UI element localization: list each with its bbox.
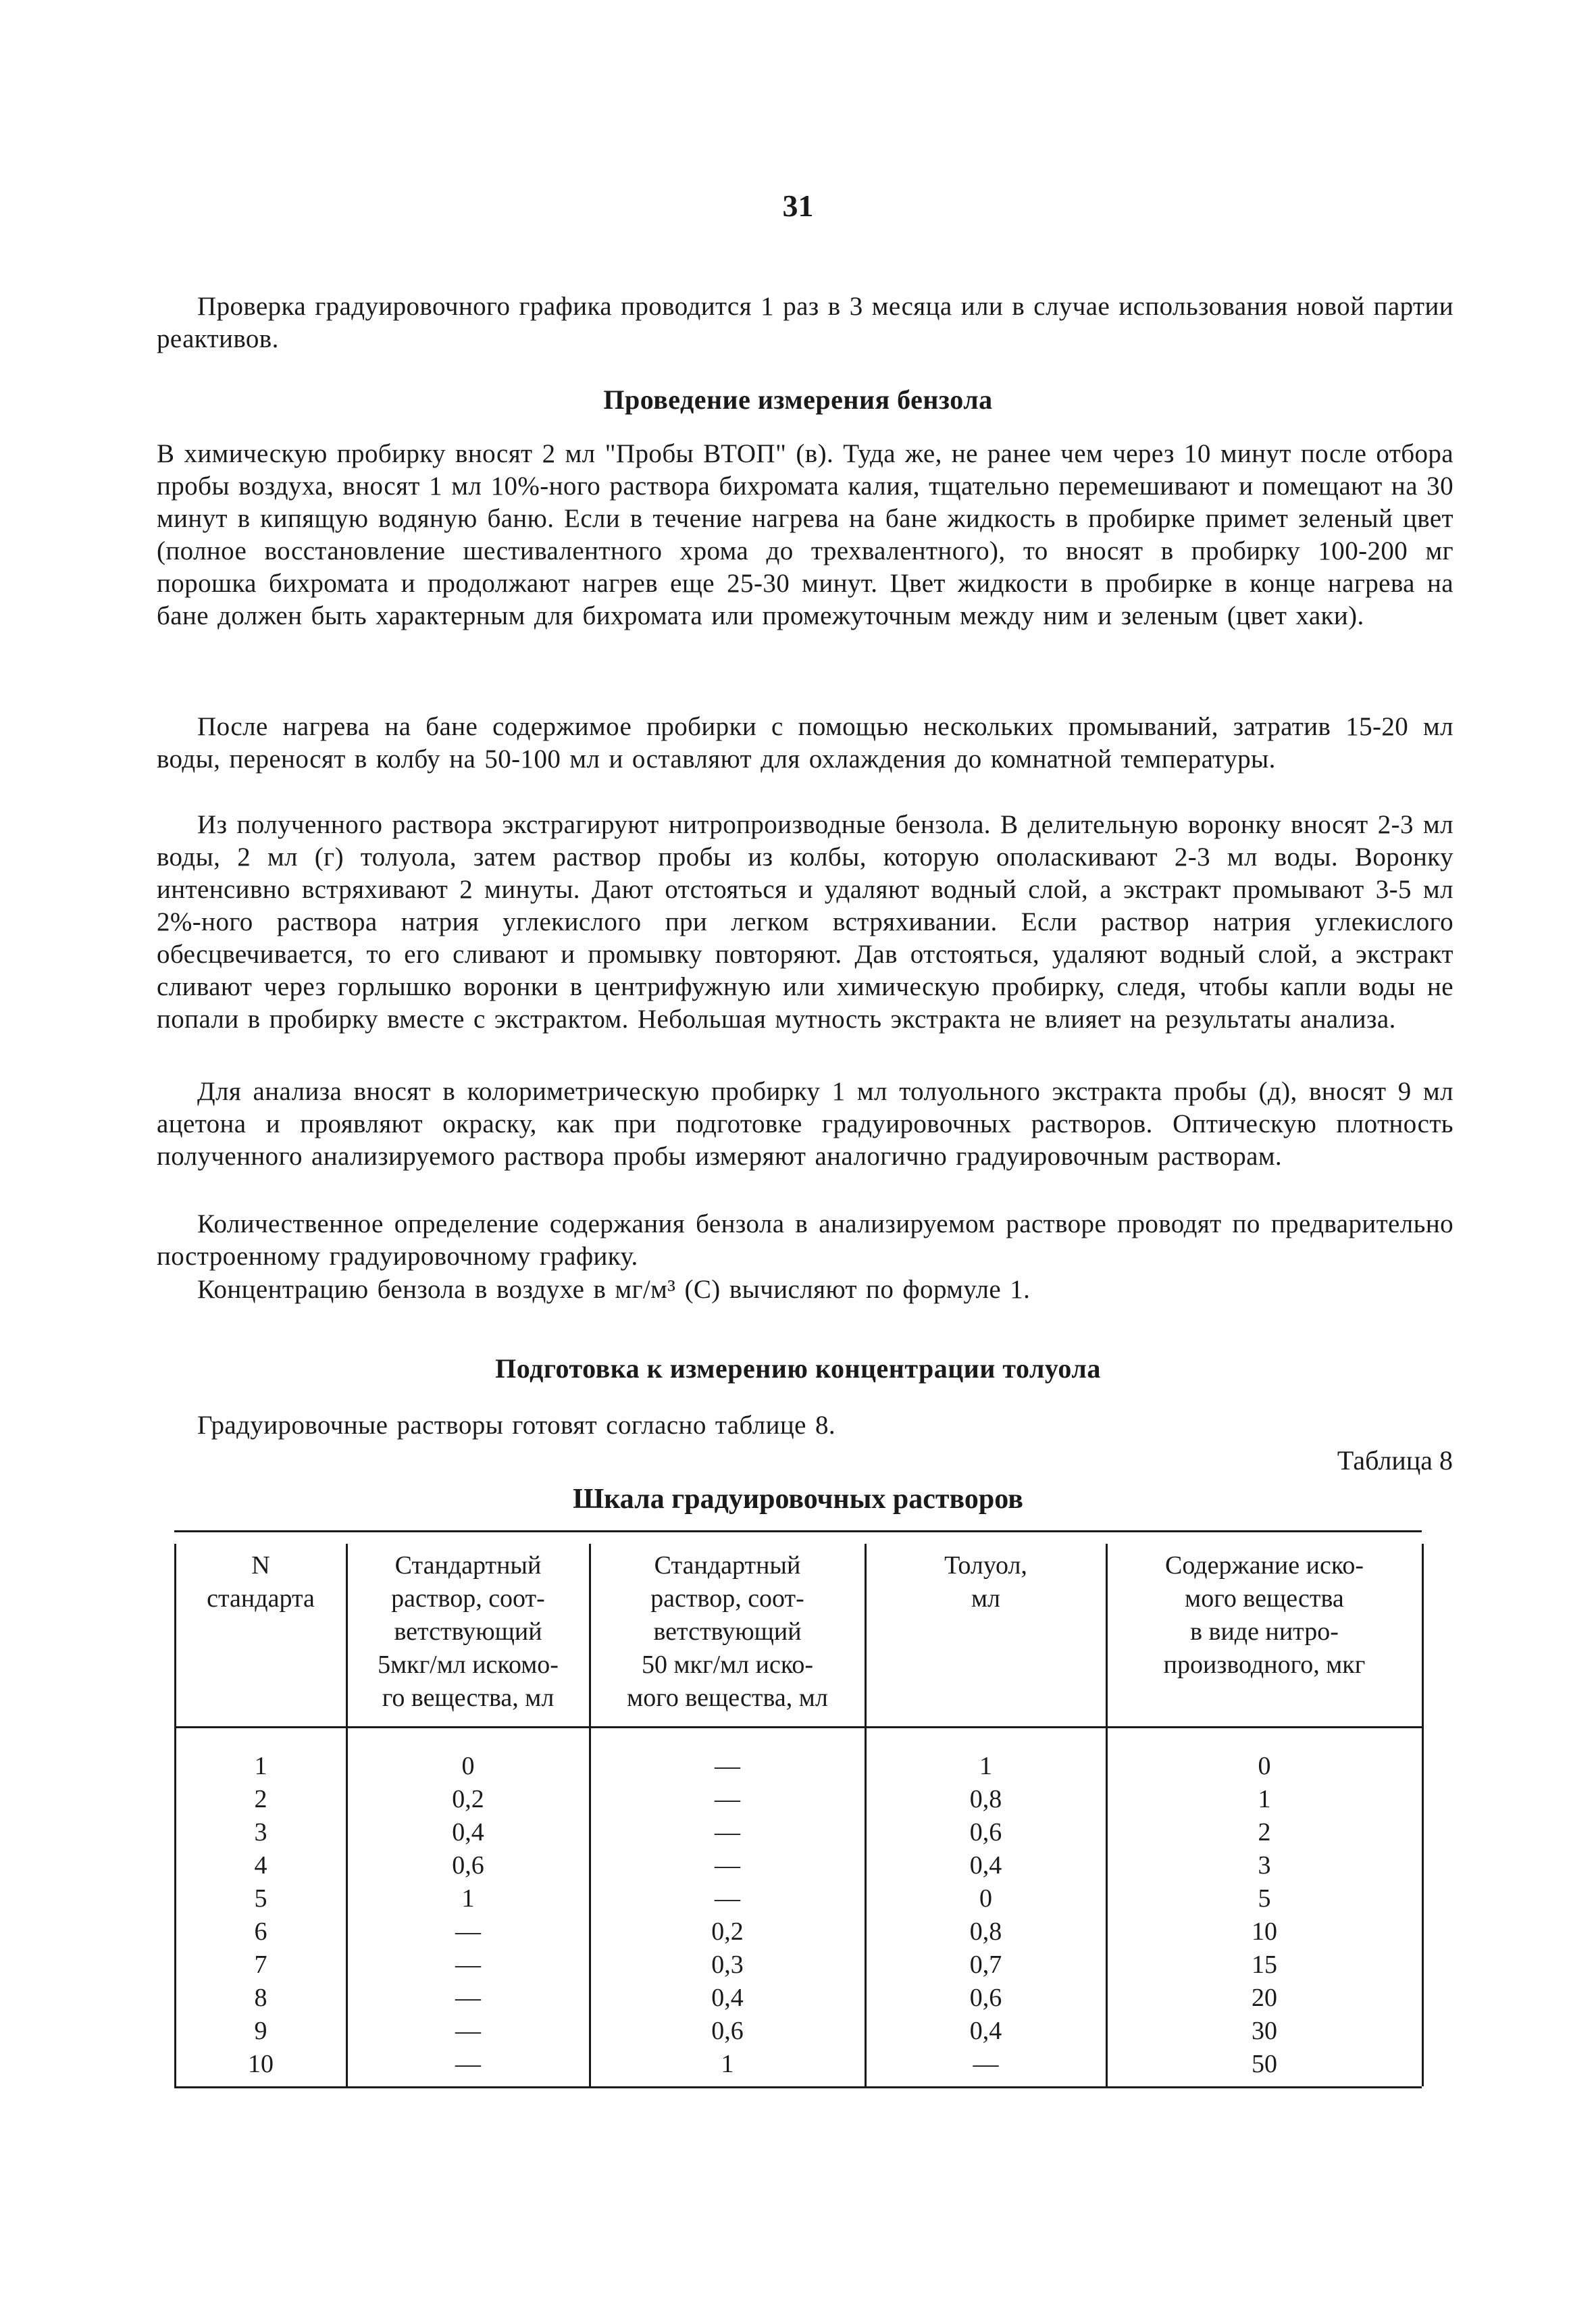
table-cell: 9 — [254, 2017, 267, 2045]
table-cell: — — [455, 1984, 481, 2012]
table-cell: 1 — [721, 2050, 734, 2078]
table-cell: 0,6 — [969, 1984, 1002, 2012]
paragraph: После нагрева на бане содержимое пробирки с помощью нескольких промываний, затратив 15-20 мл воды, переносят в колбу на 50-100 мл и оставляют для охлаждения до комнатной температуры. — [157, 712, 1453, 774]
table-cell: — — [455, 2050, 481, 2078]
table-cell: 0 — [1258, 1752, 1271, 1780]
table-cell: — — [715, 1752, 740, 1780]
table-cell: 0,2 — [711, 1917, 744, 1946]
table-cell: — — [455, 1951, 481, 1979]
paragraph: Концентрацию бензола в воздухе в мг/м³ (С) вычисляют по формуле 1. — [197, 1275, 1031, 1304]
table-cell: 0,2 — [452, 1785, 484, 1813]
section-heading-toluene: Подготовка к измерению концентрации толуола — [495, 1353, 1101, 1384]
table-cell: 2 — [1258, 1818, 1271, 1846]
table-label: Таблица 8 — [1337, 1445, 1453, 1476]
paragraph: Для анализа вносят в колориметрическую пробирку 1 мл толуольного экстракта пробы (д), вносят 9 мл ацетона и проявляют окраску, как при подготовке градуировочных растворов. Оптическую плотность полученного анализируемого раствора пробы измеряют аналогично градуировочным растворам. — [157, 1077, 1453, 1171]
table-cell: 0,6 — [969, 1818, 1002, 1846]
table-cell: 1 — [979, 1752, 992, 1780]
table-cell: 2 — [254, 1785, 267, 1813]
paragraph: В химическую пробирку вносят 2 мл "Пробы ВТОП" (в). Туда же, не ранее чем через 10 минут после отбора пробы воздуха, вносят 1 мл 10%-ного раствора бихромата калия, тщательно перемешивают и помещают на 30 минут в кипящую водяную баню. Если в течение нагрева на бане жидкость в пробирке примет зеленый цвет (полное восстановление шестивалентного хрома до трехвалентного), то вносят в пробирку 100-200 мг порошка бихромата и продолжают нагрев еще 25-30 минут. Цвет жидкости в пробирке в конце нагрева на бане должен быть характерным для бихромата или промежуточным между ним и зеленым (цвет хаки). — [157, 439, 1453, 630]
table-cell: 1 — [461, 1884, 475, 1913]
table-cell: — — [455, 2017, 481, 2045]
table-cell: 0,6 — [452, 1851, 484, 1880]
table-cell: 0,4 — [969, 1851, 1002, 1880]
table-cell: — — [715, 1851, 740, 1880]
paragraph: Градуировочные растворы готовят согласно таблице 8. — [197, 1411, 836, 1440]
table-cell: 15 — [1252, 1951, 1277, 1979]
table-header-cell: Стандартный раствор, соот- ветствующий 50 мкг/мл иско- мого вещества, мл — [627, 1551, 828, 1712]
table-cell: 0,7 — [969, 1951, 1002, 1979]
paragraph: Из полученного раствора экстрагируют нитропроизводные бензола. В делительную воронку вносят 2-3 мл воды, 2 мл (г) толуола, затем раствор пробы из колбы, которую ополаскивают 2-3 мл воды. Воронку интенсивно встряхивают 2 минуты. Дают отстояться и удаляют водный слой, а экстракт промывают 3-5 мл 2%-ного раствора натрия углекислого при легком встряхивании. Если раствор натрия углекислого обесцвечивается, то его сливают и промывку повторяют. Дав отстояться, удаляют водный слой, а экстракт сливают через горлышко воронки в центрифужную или химическую пробирку, следя, чтобы капли воды не попали в пробирку вместе с экстрактом. Небольшая мутность экстракта не влияет на результаты анализа. — [157, 810, 1453, 1034]
table-cell: 0,4 — [711, 1984, 744, 2012]
table-cell: 30 — [1252, 2017, 1277, 2045]
table-cell: 0,3 — [711, 1951, 744, 1979]
table-cell: 6 — [254, 1917, 267, 1946]
table-cell: 0,8 — [969, 1917, 1002, 1946]
table-header-cell: Толуол, мл — [944, 1551, 1027, 1613]
table-cell: — — [715, 1785, 740, 1813]
table-cell: 0,4 — [969, 2017, 1002, 2045]
table-cell: 0,8 — [969, 1785, 1002, 1813]
table-cell: 0 — [979, 1884, 992, 1913]
table-cell: 5 — [1258, 1884, 1271, 1913]
section-heading-benzene: Проведение измерения бензола — [603, 384, 993, 415]
table-cell: 4 — [254, 1851, 267, 1880]
table-header-cell: N стандарта — [207, 1551, 315, 1613]
table-cell: 10 — [248, 2050, 274, 2078]
table-cell: 1 — [254, 1752, 267, 1780]
paragraph: Проверка градуировочного графика проводится 1 раз в 3 месяца или в случае использования новой партии реактивов. — [157, 292, 1453, 353]
table-title: Шкала градуировочных растворов — [573, 1484, 1023, 1515]
table-cell: 5 — [254, 1884, 267, 1913]
table-cell: 3 — [1258, 1851, 1271, 1880]
table-cell: 3 — [254, 1818, 267, 1846]
table-cell: — — [973, 2050, 999, 2078]
table-cell: 20 — [1252, 1984, 1277, 2012]
table-cell: — — [455, 1917, 481, 1946]
table-cell: 8 — [254, 1984, 267, 2012]
page-number: 31 — [782, 188, 814, 223]
table-header-cell: Стандартный раствор, соот- ветствующий 5мкг/мл искомо- го вещества, мл — [378, 1551, 559, 1712]
table-cell: 0 — [461, 1752, 475, 1780]
paragraph: Количественное определение содержания бензола в анализируемом растворе проводят по предварительно построенному градуировочному графику. — [157, 1209, 1453, 1271]
table-bottom-rule — [174, 2086, 1422, 2088]
table-column-rule — [1422, 1544, 1424, 2086]
table-cell: 7 — [254, 1951, 267, 1979]
table-cell: 1 — [1258, 1785, 1271, 1813]
table-header-rule — [174, 1726, 1422, 1728]
table-cell: 10 — [1252, 1917, 1277, 1946]
table-top-rule — [174, 1530, 1422, 1532]
table-cell: 0,6 — [711, 2017, 744, 2045]
table-cell: 0,4 — [452, 1818, 484, 1846]
table-header-cell: Содержание иско- мого вещества в виде нитро- производного, мкг — [1163, 1551, 1366, 1679]
table-cell: — — [715, 1884, 740, 1913]
table-cell: — — [715, 1818, 740, 1846]
table-cell: 50 — [1252, 2050, 1277, 2078]
